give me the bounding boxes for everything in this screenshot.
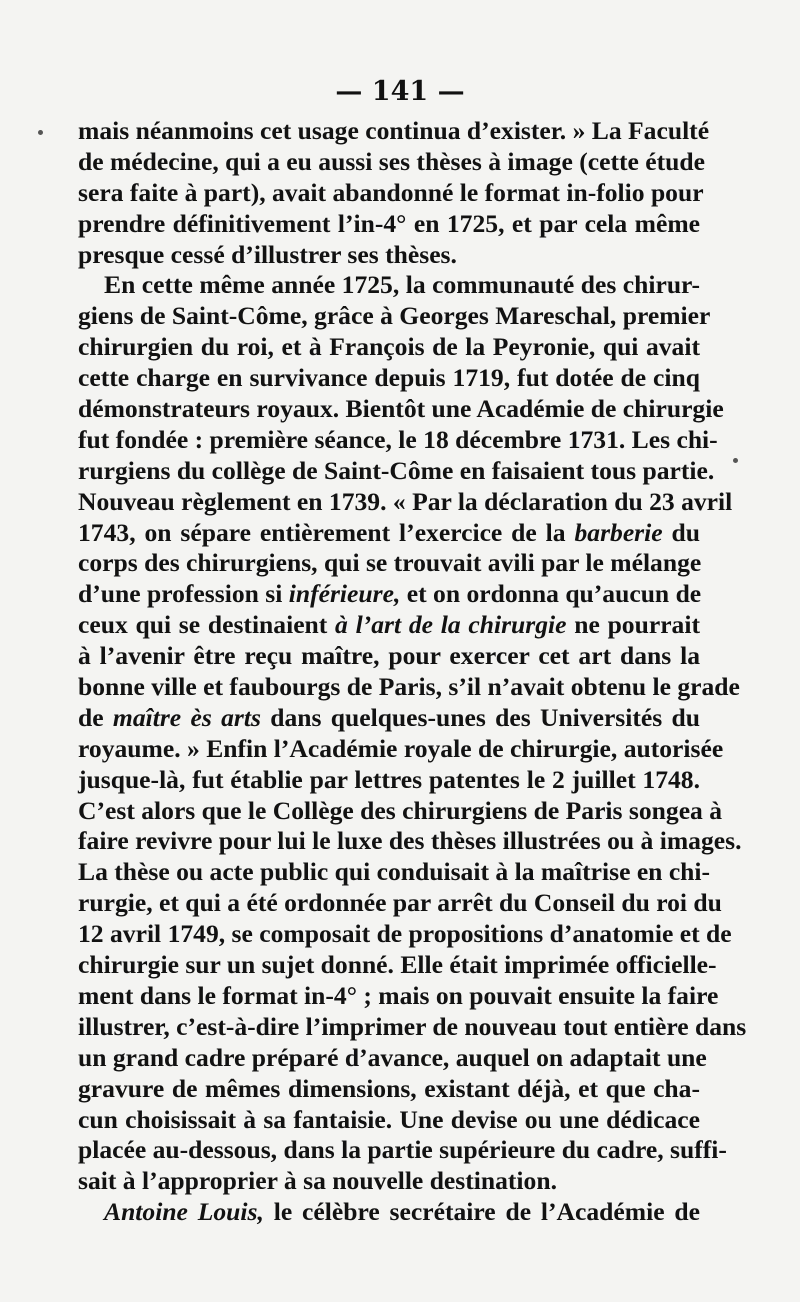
text-run: de (78, 702, 113, 732)
text-run: cun choisissait à sa fantaisie. Une devise ou une dédicace (78, 1104, 700, 1134)
text-run: dans quelques-unes des Universités du (260, 702, 700, 732)
ink-speck (38, 130, 43, 135)
text-line (78, 301, 711, 332)
text-line (78, 733, 724, 765)
text-line (78, 1105, 700, 1136)
text-run: 12 avril 1749, se composait de propositions d’anatomie et de (78, 919, 732, 949)
text-line (78, 980, 719, 1012)
text-run: faire revivre pour lui le luxe des thèses illustrées ou à images. (78, 826, 742, 856)
text-run: de médecine, qui a eu aussi ses thèses à image (cette étude (78, 146, 705, 176)
italic-text: barberie (574, 517, 663, 547)
text-run: C’est alors que le Collège des chirurgiens de Paris songea à (78, 795, 723, 825)
text-run: royaume. » Enfin l’Académie royale de chirurgie, autorisée (78, 733, 724, 763)
text-line (78, 455, 715, 487)
text-run: du (662, 517, 700, 547)
italic-text: maître ès arts (112, 702, 261, 732)
text-run: sera faite à part), avait abandonné le format in-folio pour (78, 177, 704, 207)
text-line (78, 950, 717, 981)
text-line (78, 518, 700, 549)
text-run: ment dans le format in-4° ; mais on pouvait ensuite la faire (78, 980, 719, 1010)
text-line (78, 826, 742, 857)
text-run: Nouveau règlement en 1739. « Par la déclaration du 23 avril (78, 486, 733, 516)
text-line (78, 1135, 727, 1166)
text-run: démonstrateurs royaux. Bientôt une Académie de chirurgie (78, 394, 724, 424)
body-text (78, 116, 747, 1228)
text-line (78, 1197, 700, 1228)
text-run: ne pourrait (566, 610, 700, 640)
text-line (78, 1074, 700, 1105)
text-line (78, 177, 704, 209)
italic-text: inférieure, (288, 579, 401, 609)
text-run: presque cessé d’illustrer ses thèses. (78, 239, 457, 269)
text-line (78, 1011, 747, 1043)
text-run: jusque-là, fut établie par lettres patentes le 2 juillet 1748. (78, 764, 700, 794)
text-run: gravure de mêmes dimensions, existant déjà, et que cha- (78, 1073, 700, 1103)
text-line (78, 641, 700, 672)
text-run: bonne ville et faubourgs de Paris, s’il n’avait obtenu le grade (78, 672, 740, 702)
text-line (78, 394, 724, 425)
text-line (78, 116, 710, 147)
italic-text: à l’art de la chirurgie (335, 610, 567, 640)
text-line (78, 363, 700, 394)
text-run: chirurgie sur un sujet donné. Elle était imprimée officielle- (78, 950, 717, 980)
text-run: rurgiens du collège de Saint-Côme en faisaient tous partie. (78, 455, 715, 485)
text-run: fut fondée : première séance, le 18 décembre 1731. Les chi- (78, 424, 718, 454)
text-line (78, 765, 700, 796)
ink-speck (733, 458, 738, 463)
text-run: cette charge en survivance depuis 1719, fut dotée de cinq (78, 363, 700, 393)
text-line (78, 1042, 707, 1074)
text-run: giens de Saint-Côme, grâce à Georges Mareschal, premier (78, 301, 711, 331)
text-line (78, 579, 700, 610)
text-line (78, 240, 700, 271)
text-line (78, 486, 733, 518)
text-line (78, 919, 732, 950)
text-run: chirurgien du roi, et à François de la Peyronie, qui avait (78, 332, 700, 362)
text-line (78, 672, 740, 703)
text-line (78, 332, 700, 363)
text-line (78, 610, 700, 641)
text-run: le célèbre secrétaire de l’Académie de (263, 1197, 700, 1227)
text-line (78, 888, 722, 919)
text-run: d’une profession si (78, 579, 289, 609)
text-line (78, 703, 700, 734)
text-run: La thèse ou acte public qui conduisait à la maîtrise en chi- (78, 857, 711, 887)
text-run: rurgie, et qui a été ordonnée par arrêt du Conseil du roi du (78, 888, 722, 918)
italic-text: Antoine Louis, (104, 1197, 264, 1227)
page-number: — 141 — (335, 76, 465, 107)
text-run: En cette même année 1725, la communauté des chirur- (104, 270, 700, 300)
text-run: sait à l’approprier à sa nouvelle destination. (78, 1166, 557, 1196)
text-run: et on ordonna qu’aucun de (400, 579, 702, 609)
text-run: illustrer, c’est-à-dire l’imprimer de nouveau tout entière dans (78, 1011, 747, 1041)
text-run: corps des chirurgiens, qui se trouvait avili par le mélange (78, 548, 702, 578)
text-run: un grand cadre préparé d’avance, auquel on adaptait une (78, 1042, 707, 1072)
text-line (78, 209, 700, 240)
text-run: prendre définitivement l’in-4° en 1725, et par cela même (78, 208, 700, 238)
text-run: ceux qui se destinaient (78, 610, 336, 640)
text-line (78, 795, 723, 827)
text-line (78, 857, 711, 888)
text-run: à l’avenir être reçu maître, pour exercer cet art dans la (78, 641, 700, 671)
text-run: 1743, on sépare entièrement l’exercice de la (78, 517, 575, 547)
text-line (78, 146, 705, 178)
text-line (78, 270, 700, 301)
text-run: mais néanmoins cet usage continua d’exister. » La Faculté (78, 116, 710, 145)
text-line (78, 424, 718, 456)
text-line (78, 1166, 700, 1197)
text-run: placée au-dessous, dans la partie supérieure du cadre, suffi- (78, 1135, 727, 1165)
text-line (78, 548, 700, 579)
